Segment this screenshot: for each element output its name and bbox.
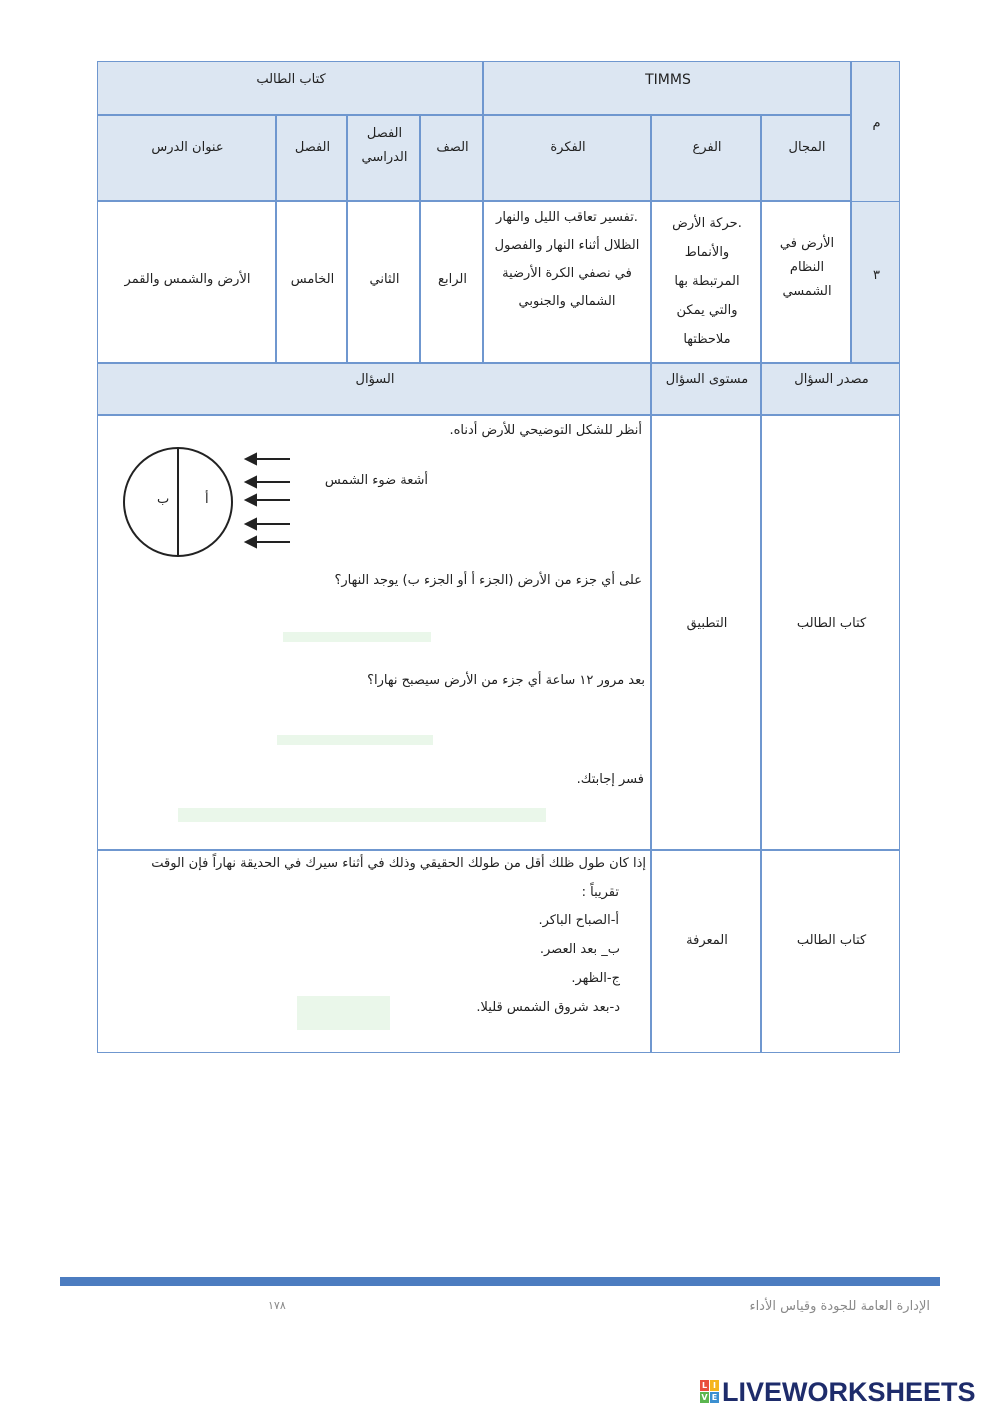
branch-line: والأنماط: [684, 245, 730, 260]
domain-line: الشمسي: [782, 284, 832, 299]
answer-field-4[interactable]: [297, 996, 390, 1030]
source-header: مصدر السؤال: [794, 372, 869, 387]
liveworksheets-logo-icon: [700, 1380, 720, 1404]
answer-field-2[interactable]: [277, 735, 433, 745]
part-a-label: أ: [205, 492, 209, 507]
q1-text: على أي جزء من الأرض (الجزء أ أو الجزء ب) يوجد النهار؟: [334, 573, 642, 588]
idea-line: .تفسير تعاقب الليل والنهار: [496, 210, 638, 225]
chapter-header-cell: [276, 115, 347, 201]
semester-value: الثاني: [369, 272, 400, 287]
q2-text: بعد مرور ١٢ ساعة أي جزء من الأرض سيصبح نهارا؟: [367, 673, 645, 688]
book-header-cell: [97, 61, 483, 115]
branch-header-cell: [651, 115, 761, 201]
lesson-title-cell: [97, 201, 276, 363]
chapter-header: الفصل: [294, 140, 331, 155]
logo-letter-i: I: [710, 1380, 719, 1391]
answer-field-1[interactable]: [283, 632, 431, 642]
q1-source-cell: [761, 415, 900, 850]
semester-cell: [347, 201, 420, 363]
branch-cell: [651, 201, 761, 363]
q2-stem-line2: تقريباً :: [581, 885, 619, 900]
option-c: ج-الظهر.: [571, 971, 620, 986]
lesson-title-value: الأرض والشمس والقمر: [124, 272, 251, 287]
grade-cell: [420, 201, 483, 363]
domain-line: الأرض في: [779, 236, 835, 251]
q3-text: فسر إجابتك.: [576, 772, 644, 787]
branch-line: .حركة الأرض: [672, 216, 742, 231]
question-header-cell: [97, 363, 651, 415]
part-b-label: ب: [157, 492, 170, 507]
idea-header-cell: [483, 115, 651, 201]
answer-field-3[interactable]: [178, 808, 546, 822]
domain-cell: [761, 201, 851, 363]
idea-cell: [483, 201, 651, 363]
page-number: ١٧٨: [268, 1299, 286, 1312]
domain-header-cell: [761, 115, 851, 201]
q1-source: كتاب الطالب: [796, 616, 867, 631]
grade-header-cell: [420, 115, 483, 201]
logo-letter-e: E: [711, 1393, 718, 1402]
idea-line: في نصفي الكرة الأرضية: [502, 266, 632, 281]
branch-line: المرتبطة بها: [674, 274, 740, 289]
row-index: ٣: [873, 268, 880, 283]
chapter-value: الخامس: [290, 272, 335, 287]
domain-header: المجال: [788, 140, 826, 155]
footer-bar: [60, 1277, 940, 1286]
domain-line: النظام: [789, 260, 825, 275]
q2-level: المعرفة: [686, 933, 728, 948]
sun-ray-arrows: [246, 454, 290, 547]
idea-header: الفكرة: [550, 140, 586, 155]
index-header: م: [872, 116, 881, 131]
book-header: كتاب الطالب: [256, 72, 326, 87]
lesson-title-header: عنوان الدرس: [151, 140, 224, 155]
option-d: د-بعد شروق الشمس قليلا.: [476, 1000, 620, 1015]
q2-stem-line1: إذا كان طول ظلك أقل من طولك الحقيقي وذلك في أثناء سيرك في الحديقة نهاراً فإن الوقت: [151, 856, 646, 871]
timms-header-cell: [483, 61, 851, 115]
q2-source-cell: [761, 850, 900, 1053]
level-header: مستوى السؤال: [665, 372, 749, 387]
q2-source: كتاب الطالب: [796, 933, 867, 948]
semester-header-cell: [347, 115, 420, 201]
grade-value: الرابع: [438, 272, 467, 287]
q1-level: التطبيق: [686, 616, 728, 631]
timms-header: TIMMS: [645, 72, 691, 88]
lesson-title-header-cell: [97, 115, 276, 201]
branch-line: ملاحظتها: [683, 332, 731, 347]
org-name: الإدارة العامة للجودة وقياس الأداء: [749, 1299, 930, 1314]
branch-header: الفرع: [692, 140, 722, 155]
row-index-cell: [851, 201, 900, 363]
branch-line: والتي يمكن: [676, 303, 738, 318]
question-header: السؤال: [355, 372, 395, 387]
semester-header-line1: الفصل: [366, 126, 403, 141]
chapter-cell: [276, 201, 347, 363]
logo-letter-l: L: [701, 1381, 708, 1390]
source-header-cell: [761, 363, 900, 415]
idea-line: الظلال أثناء النهار والفصول: [494, 238, 640, 253]
option-b: ب_ بعد العصر.: [539, 942, 620, 957]
logo-letter-v: V: [701, 1393, 708, 1402]
q1-level-cell: [651, 415, 761, 850]
semester-header-line2: الدراسي: [361, 150, 408, 165]
idea-line: الشمالي والجنوبي: [518, 294, 616, 309]
liveworksheets-brand[interactable]: LIVEWORKSHEETS: [722, 1377, 976, 1407]
q2-level-cell: [651, 850, 761, 1053]
level-header-cell: [651, 363, 761, 415]
q1-intro: أنظر للشكل التوضيحي للأرض أدناه.: [449, 423, 642, 438]
grade-header: الصف: [436, 140, 469, 155]
sun-rays-label: أشعة ضوء الشمس: [324, 473, 428, 488]
option-a: أ-الصباح الباكر.: [538, 913, 619, 928]
